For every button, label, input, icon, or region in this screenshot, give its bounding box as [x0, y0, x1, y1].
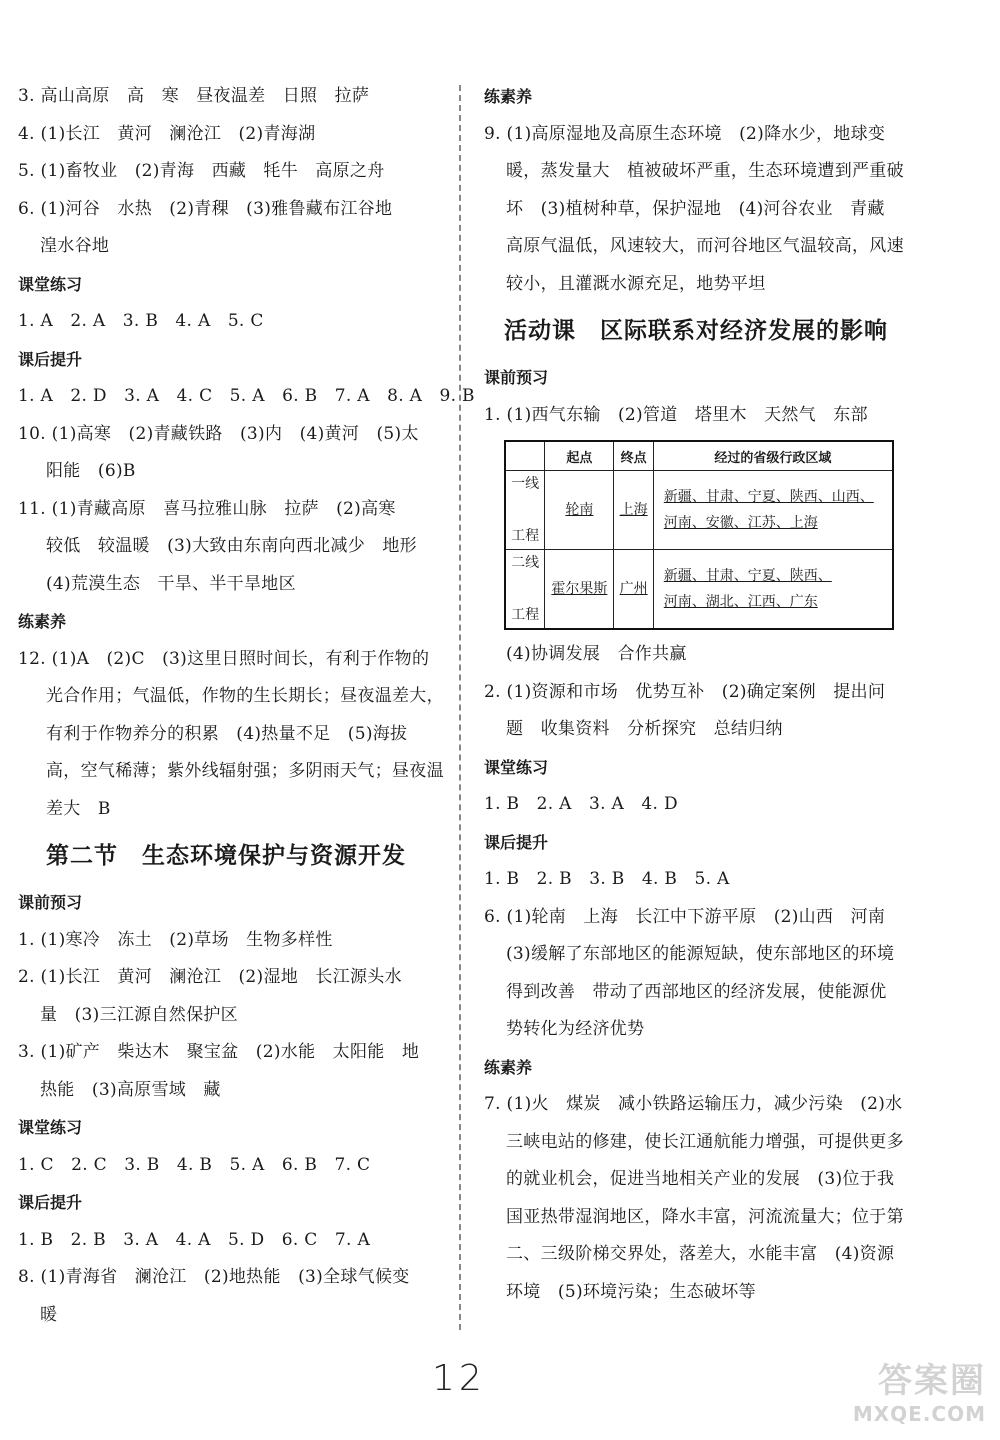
- answer-line: 高，空气稀薄；紫外线辐射强；多阴雨天气；昼夜温: [46, 761, 444, 781]
- table-row: [505, 471, 893, 550]
- answer-line: 11. (1)青藏高原 喜马拉雅山脉 拉萨 (2)高寒: [18, 498, 396, 519]
- lesson-title: 第二节 生态环境保护与资源开发: [46, 843, 406, 869]
- answer-line: 差大 B: [46, 798, 111, 819]
- row-label: 一线 工程: [505, 471, 545, 550]
- answer-line: 的就业机会，促进当地相关产业的发展 (3)位于我: [506, 1169, 895, 1189]
- answer-line: 3. (1)矿产 柴达木 聚宝盆 (2)水能 太阳能 地: [18, 1042, 420, 1062]
- table-header-regions: 经过的省级行政区域: [653, 441, 893, 471]
- page-number: 12: [432, 1358, 486, 1399]
- answer-line: 5. (1)畜牧业 (2)青海 西藏 牦牛 高原之舟: [18, 161, 385, 181]
- right-column: [484, 78, 914, 1311]
- answer-line: 量 (3)三江源自然保护区: [40, 1004, 238, 1025]
- watermark-text: 答案圈: [878, 1361, 986, 1401]
- answer-line: 1. A 2. D 3. A 4. C 5. A 6. B 7. A 8. A 9. B: [18, 386, 475, 406]
- section-heading: 练素养: [18, 612, 67, 631]
- table-header-start: 起点: [545, 441, 614, 471]
- answer-line: 暖: [40, 1304, 58, 1325]
- table-header-empty: [505, 441, 545, 471]
- answer-line: 2. (1)资源和市场 优势互补 (2)确定案例 提出问: [484, 681, 886, 702]
- answer-line: 1. A 2. A 3. B 4. A 5. C: [18, 311, 264, 331]
- answer-line: 光合作用；气温低，作物的生长期长；昼夜温差大，: [46, 686, 444, 706]
- answer-line: 二、三级阶梯交界处，落差大，水能丰富 (4)资源: [506, 1244, 895, 1264]
- answer-line: 势转化为经济优势: [506, 1019, 645, 1039]
- section-heading: 课后提升: [18, 349, 83, 369]
- answer-line: 12. (1)A (2)C (3)这里日照时间长，有利于作物的: [18, 648, 430, 669]
- answer-line: 1. (1)寒冷 冻土 (2)草场 生物多样性: [18, 929, 333, 950]
- table-row: [505, 550, 893, 630]
- regions: 新疆、甘肃、宁夏、陕西、 河南、湖北、江西、广东: [653, 550, 893, 630]
- section-heading: 课堂练习: [484, 757, 549, 777]
- answer-line: 6. (1)河谷 水热 (2)青稞 (3)雅鲁藏布江谷地: [18, 198, 393, 219]
- answer-line: 三峡电站的修建，使长江通航能力增强，可提供更多: [506, 1131, 904, 1152]
- answer-line: 1. B 2. B 3. B 4. B 5. A: [484, 869, 730, 889]
- section-heading: 课堂练习: [18, 274, 83, 294]
- answer-line: 坏 (3)植树种草，保护湿地 (4)河谷农业 青藏: [506, 198, 885, 219]
- watermark-url: MXQE.COM: [852, 1402, 986, 1426]
- answer-line: (4)荒漠生态 干旱、半干旱地区: [46, 573, 296, 594]
- answer-line: 得到改善 带动了西部地区的经济发展，使能源优: [506, 981, 887, 1002]
- answer-line: (4)协调发展 合作共赢: [506, 644, 687, 664]
- end-point: 上海: [614, 471, 653, 550]
- lesson-title: 活动课 区际联系对经济发展的影响: [504, 318, 888, 344]
- table-header-end: 终点: [614, 441, 653, 471]
- answer-line: 阳能 (6)B: [46, 461, 136, 481]
- answer-line: 较低 较温暖 (3)大致由东南向西北减少 地形: [46, 536, 417, 556]
- column-divider: [459, 85, 461, 1330]
- start-point: 霍尔果斯: [545, 550, 614, 630]
- answer-line: 有利于作物养分的积累 (4)热量不足 (5)海拔: [46, 723, 408, 744]
- row-label: 二线 工程: [505, 550, 545, 630]
- answer-line: (3)缓解了东部地区的能源短缺，使东部地区的环境: [506, 944, 895, 964]
- answer-line: 1. C 2. C 3. B 4. B 5. A 6. B 7. C: [18, 1154, 371, 1175]
- section-heading: 练素养: [484, 87, 533, 106]
- start-point: 轮南: [545, 471, 614, 550]
- right-column-bottom: [484, 636, 914, 1311]
- end-point: 广州: [614, 550, 653, 630]
- answer-line: 环境 (5)环境污染；生态破坏等: [506, 1281, 756, 1302]
- answer-line: 题 收集资料 分析探究 总结归纳: [506, 719, 783, 739]
- answer-line: 1. B 2. A 3. A 4. D: [484, 794, 678, 814]
- answer-line: 湟水谷地: [40, 236, 110, 256]
- answer-line: 1. (1)西气东输 (2)管道 塔里木 天然气 东部: [484, 404, 868, 425]
- left-column: [18, 78, 475, 1334]
- right-column-top: [484, 78, 914, 434]
- answer-line: 6. (1)轮南 上海 长江中下游平原 (2)山西 河南: [484, 906, 886, 927]
- answer-line: 10. (1)高寒 (2)青藏铁路 (3)内 (4)黄河 (5)太: [18, 423, 419, 444]
- answer-line: 较小，且灌溉水源充足，地势平坦: [506, 273, 766, 294]
- section-heading: 课前预习: [18, 893, 83, 912]
- section-heading: 课堂练习: [18, 1118, 83, 1137]
- watermark-logo: [853, 1353, 986, 1426]
- section-heading: 课前预习: [484, 368, 549, 387]
- section-heading: 课后提升: [484, 832, 549, 852]
- answer-line: 7. (1)火 煤炭 减小铁路运输压力，减少污染 (2)水: [484, 1094, 903, 1114]
- answer-line: 9. (1)高原湿地及高原生态环境 (2)降水少，地球变: [484, 123, 886, 144]
- answer-line: 国亚热带湿润地区，降水丰富，河流流量大；位于第: [506, 1206, 904, 1227]
- answer-line: 高原气温低，风速较大，而河谷地区气温较高，风速: [506, 236, 904, 256]
- pipeline-route-table: [504, 440, 894, 630]
- answer-line: 4. (1)长江 黄河 澜沧江 (2)青海湖: [18, 123, 316, 144]
- answer-line: 1. B 2. B 3. A 4. A 5. D 6. C 7. A: [18, 1229, 371, 1250]
- answer-line: 3. 高山高原 高 寒 昼夜温差 日照 拉萨: [18, 86, 370, 106]
- answer-line: 8. (1)青海省 澜沧江 (2)地热能 (3)全球气候变: [18, 1267, 410, 1287]
- table-header-row: [505, 441, 893, 471]
- answer-line: 暖，蒸发量大 植被破坏严重，生态环境遭到严重破: [506, 161, 904, 181]
- section-heading: 练素养: [484, 1057, 533, 1077]
- answer-line: 热能 (3)高原雪域 藏: [40, 1079, 221, 1100]
- answer-line: 2. (1)长江 黄河 澜沧江 (2)湿地 长江源头水: [18, 967, 402, 987]
- section-heading: 课后提升: [18, 1193, 83, 1212]
- regions: 新疆、甘肃、宁夏、陕西、山西、 河南、安徽、江苏、上海: [653, 471, 893, 550]
